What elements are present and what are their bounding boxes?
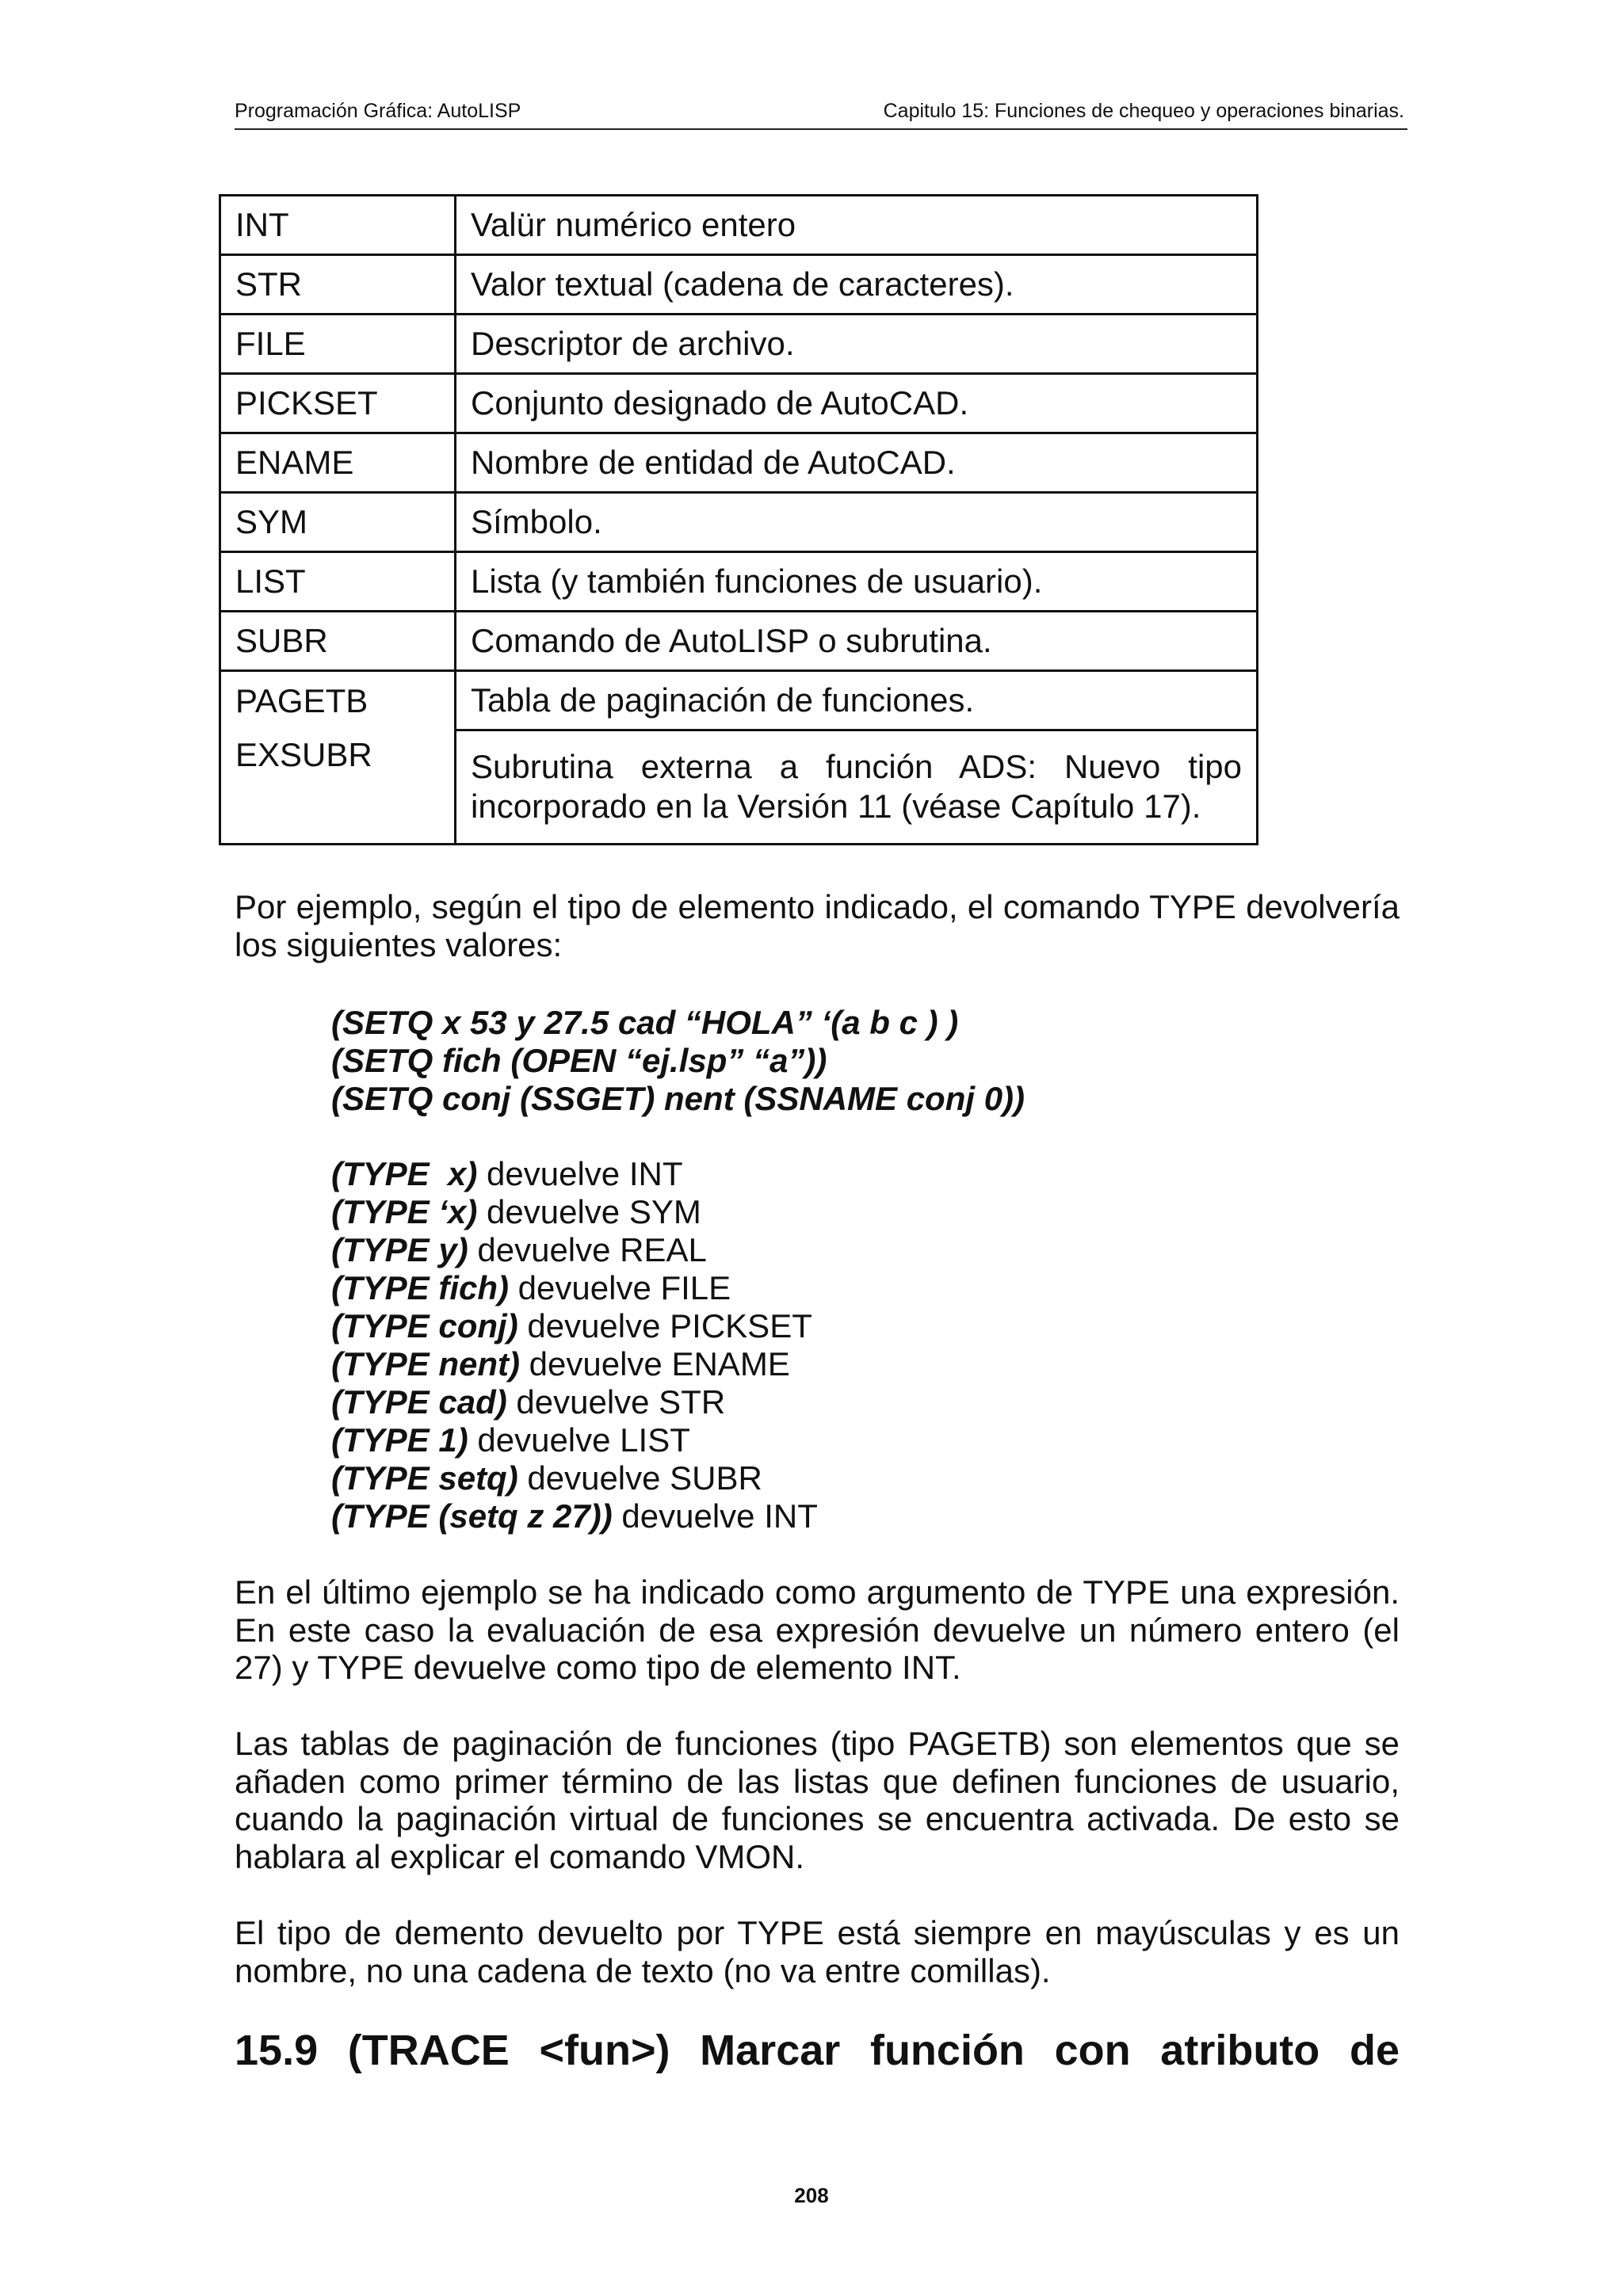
type-example [331, 1155, 683, 1193]
type-result: devuelve ENAME [520, 1345, 790, 1383]
description-cell: Lista (y también funciones de usuario). [456, 552, 1258, 612]
type-result: devuelve INT [477, 1155, 683, 1192]
type-result: devuelve STR [506, 1383, 726, 1421]
type-expression: (TYPE y) [331, 1231, 468, 1268]
type-expression: (TYPE 1) [331, 1421, 468, 1459]
header-book-title: Programación Gráfica: AutoLISP [235, 100, 521, 122]
description-cell: Subrutina externa a función ADS: Nuevo tipo incorporado en la Versión 11 (véase Capítulo 17). [456, 730, 1258, 845]
code-line: (SETQ conj (SSGET) nent (SSNAME conj 0)) [331, 1080, 1025, 1117]
description-cell: Tabla de paginación de funciones. [456, 671, 1258, 730]
type-cell: PAGETB [220, 671, 456, 730]
type-example [331, 1231, 707, 1269]
type-cell: SUBR [220, 612, 456, 671]
type-result: devuelve PICKSET [517, 1307, 812, 1344]
type-cell: PICKSET [220, 374, 456, 433]
type-cell: LIST [220, 552, 456, 612]
type-result: devuelve SYM [477, 1193, 701, 1230]
table-row [220, 612, 1258, 671]
description-cell: Nombre de entidad de AutoCAD. [456, 433, 1258, 493]
type-result: devuelve REAL [468, 1231, 707, 1268]
type-result: devuelve INT [612, 1497, 818, 1535]
type-cell: FILE [220, 315, 456, 374]
type-expression: (TYPE x) [331, 1155, 478, 1192]
table-row [220, 493, 1258, 552]
table-row [220, 433, 1258, 493]
description-cell: Valür numérico entero [456, 196, 1258, 255]
type-example [331, 1193, 701, 1231]
type-example [331, 1383, 725, 1421]
type-expression: (TYPE setq) [331, 1459, 518, 1497]
type-expression: (TYPE ‘x) [331, 1193, 478, 1230]
type-example [331, 1269, 731, 1307]
type-expression: (TYPE nent) [331, 1345, 520, 1383]
type-example [331, 1345, 790, 1383]
type-result: devuelve FILE [509, 1269, 731, 1306]
table-row [220, 196, 1258, 255]
type-expression: (TYPE cad) [331, 1383, 507, 1421]
table-row [220, 374, 1258, 433]
section-heading: 15.9 (TRACE <fun>) Marcar función con atributo de [235, 2027, 1400, 2074]
code-line: (SETQ x 53 y 27.5 cad “HOLA” ‘(a b c ) ) [331, 1004, 959, 1041]
header-chapter-title: Capitulo 15: Funciones de chequeo y operaciones binarias. [883, 100, 1404, 122]
table-row [220, 315, 1258, 374]
type-example [331, 1497, 818, 1535]
type-expression: (TYPE fich) [331, 1269, 510, 1306]
description-cell: Valor textual (cadena de caracteres). [456, 255, 1258, 315]
type-cell: ENAME [220, 433, 456, 493]
type-example [331, 1307, 812, 1345]
table-row [220, 671, 1258, 730]
type-expression: (TYPE (setq z 27)) [331, 1497, 613, 1535]
type-example [331, 1421, 690, 1459]
paragraph-pagetb: Las tablas de paginación de funciones (tipo PAGETB) son elementos que se añaden como primer término de las listas que definen funciones de usuario, cuando la paginación virtual de funciones se encuentra activada. De esto se hablara al explicar el comando VMON. [235, 1725, 1400, 1875]
code-line: (SETQ fich (OPEN “ej.lsp” “a”)) [331, 1042, 827, 1079]
type-cell: INT [220, 196, 456, 255]
type-example [331, 1459, 762, 1497]
paragraph-uppercase: El tipo de demento devuelto por TYPE está siempre en mayúsculas y es un nombre, no una cadena de texto (no va entre comillas). [235, 1914, 1400, 1989]
page-number: 208 [794, 2183, 829, 2207]
type-cell: SYM [220, 493, 456, 552]
type-cell: STR [220, 255, 456, 315]
type-expression: (TYPE conj) [331, 1307, 518, 1344]
data-types-table [219, 194, 1258, 845]
table-row [220, 255, 1258, 315]
type-result: devuelve SUBR [517, 1459, 762, 1497]
table-row [220, 552, 1258, 612]
intro-paragraph: Por ejemplo, según el tipo de elemento indicado, el comando TYPE devolvería los siguientes valores: [235, 888, 1400, 963]
description-cell: Símbolo. [456, 493, 1258, 552]
type-result: devuelve LIST [468, 1421, 690, 1459]
table-row [220, 730, 1258, 845]
description-cell: Descriptor de archivo. [456, 315, 1258, 374]
paragraph-last-example: En el último ejemplo se ha indicado como argumento de TYPE una expresión. En este caso la evaluación de esa expresión devuelve un número entero (el 27) y TYPE devuelve como tipo de elemento INT. [235, 1573, 1400, 1686]
description-cell: Comando de AutoLISP o subrutina. [456, 612, 1258, 671]
type-cell: EXSUBR [220, 730, 456, 845]
page-header [235, 95, 1407, 130]
description-cell: Conjunto designado de AutoCAD. [456, 374, 1258, 433]
